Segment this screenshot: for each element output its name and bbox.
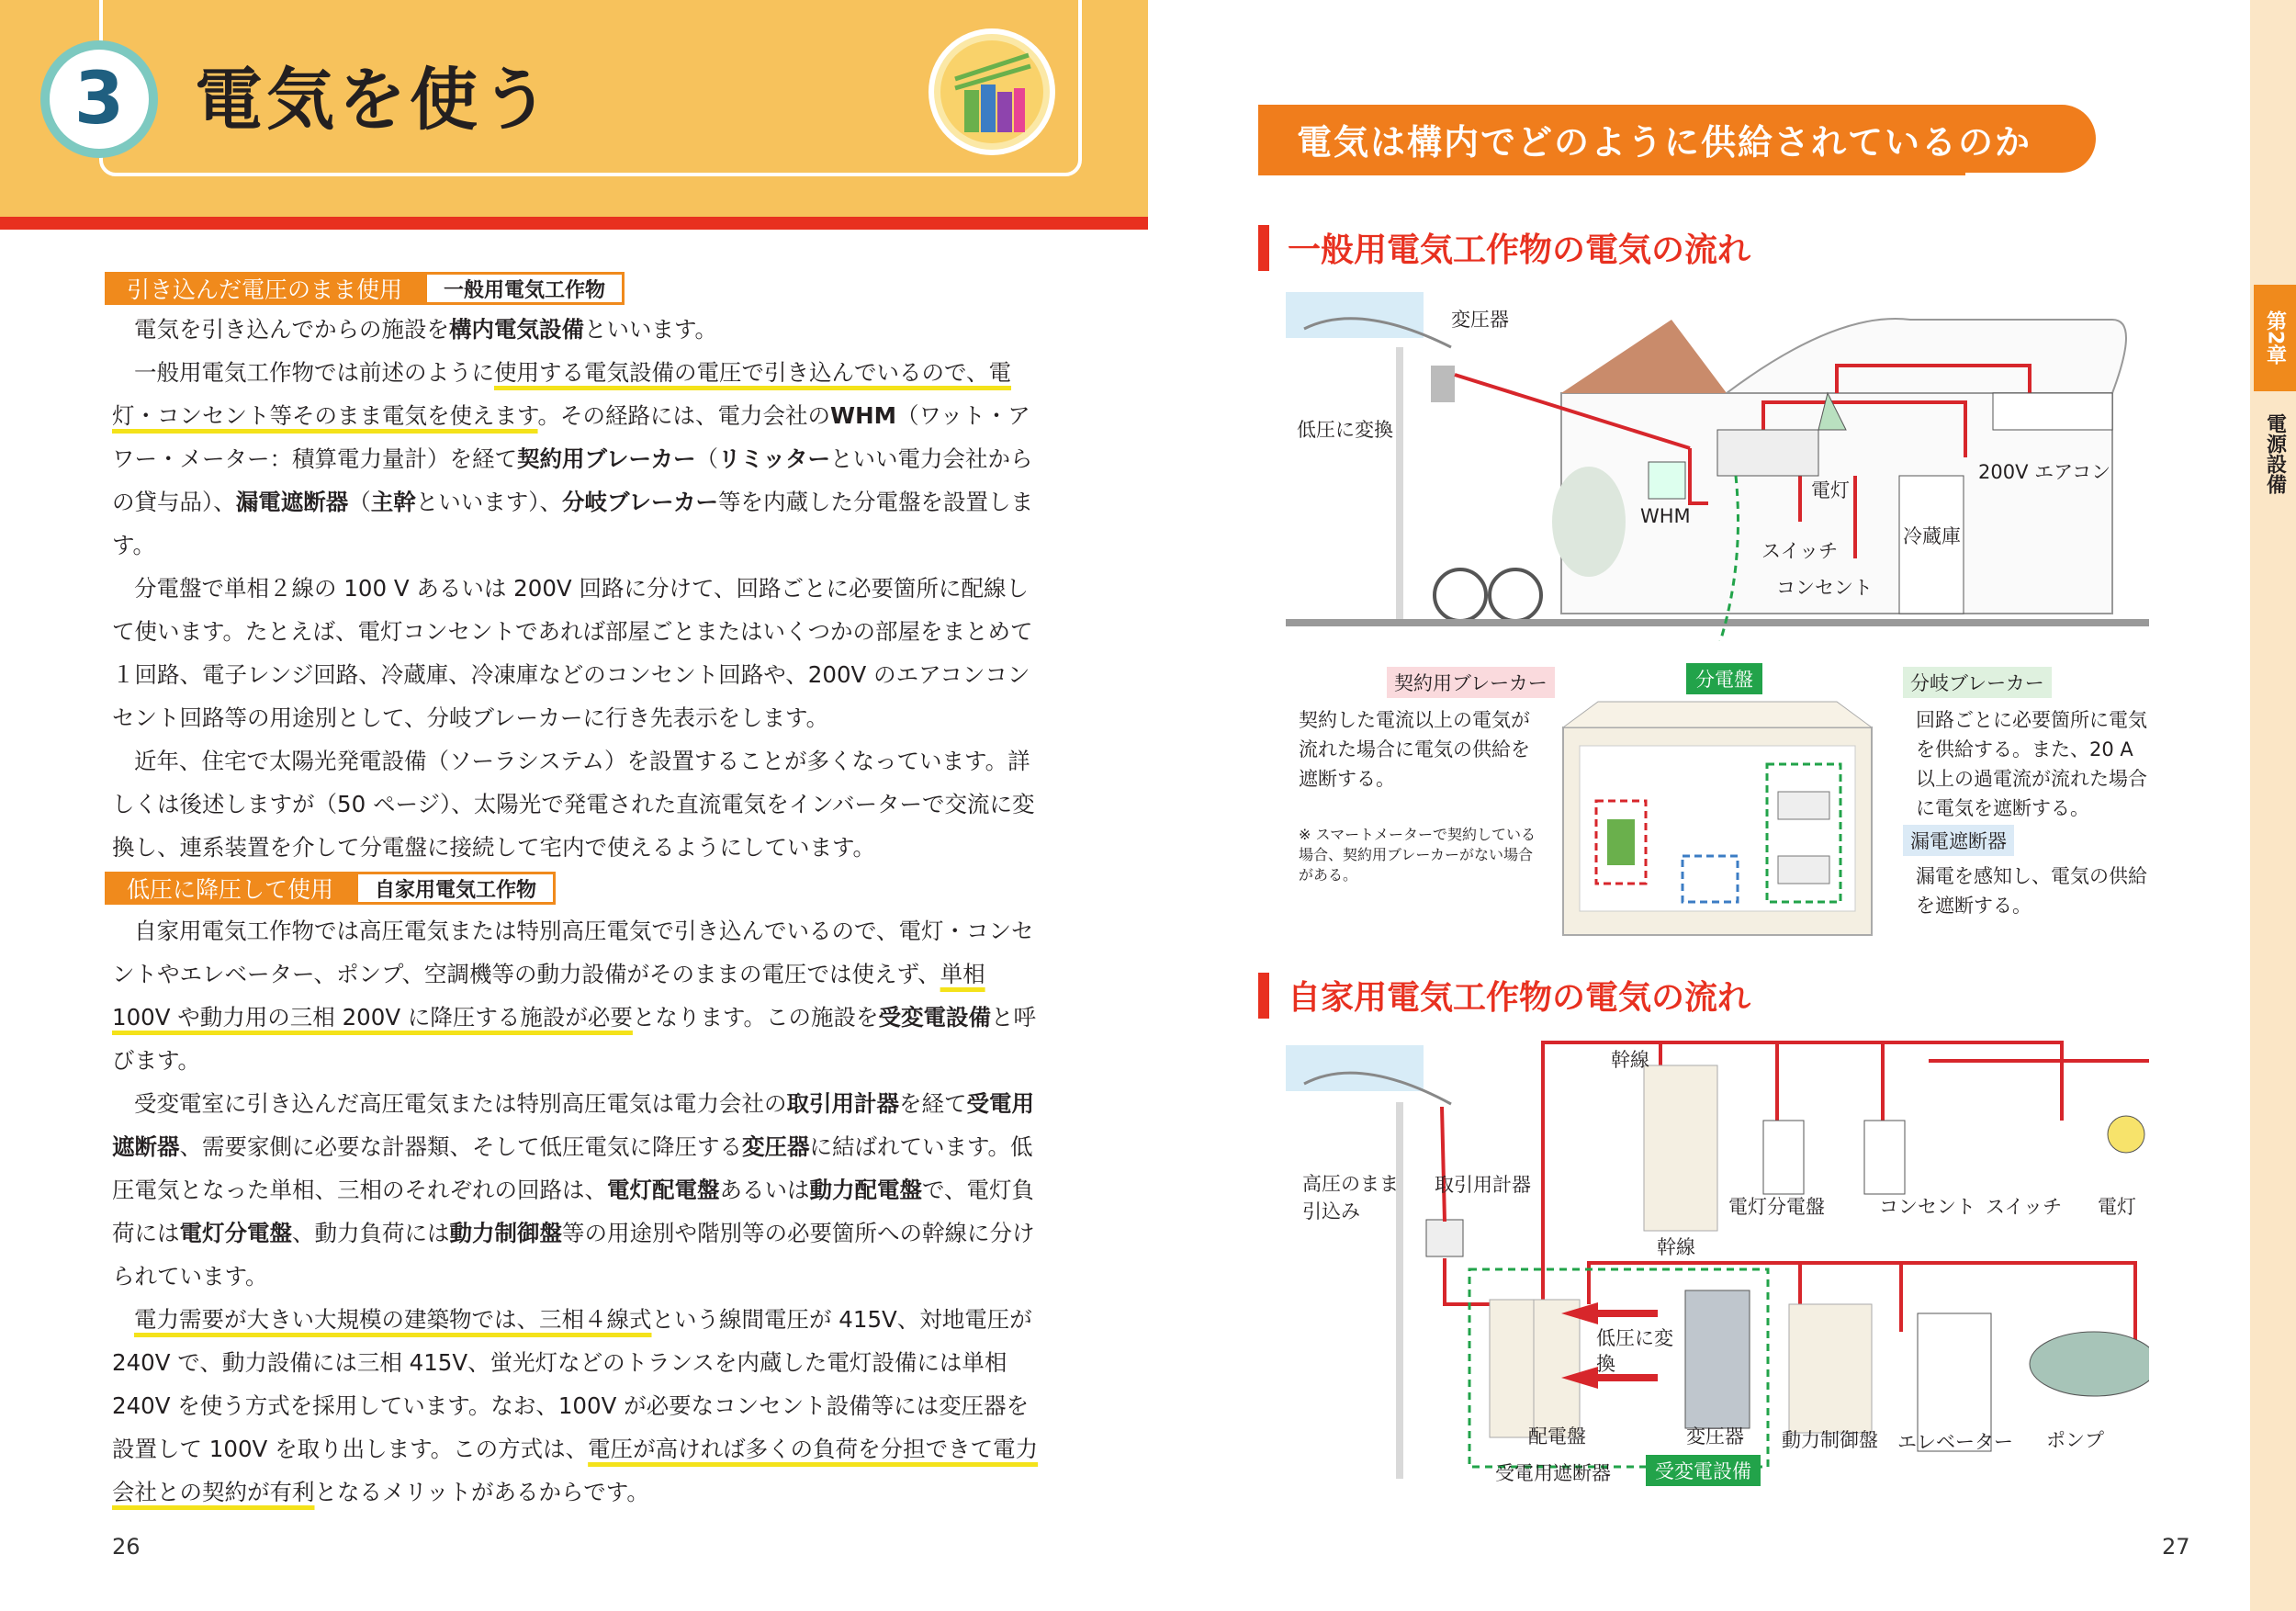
- meter-icon: [1426, 1220, 1463, 1256]
- label-switch-2: スイッチ: [1986, 1196, 2063, 1218]
- label-whm: WHM: [1640, 505, 1691, 527]
- label-outlet-2: コンセント: [1879, 1196, 1975, 1218]
- section-2-body: [112, 909, 1040, 1514]
- bicycle-icon: [1435, 569, 1486, 621]
- outlet-icon: [1763, 1121, 1804, 1194]
- section-header-2: [105, 872, 556, 905]
- side-tab-title: 電源設備: [2263, 413, 2287, 494]
- chapter-number-badge: [40, 40, 158, 158]
- distribution-board-icon: [1717, 430, 1818, 476]
- section-2-label: 低圧に降圧して使用: [105, 872, 355, 905]
- chapter-number: 3: [73, 58, 125, 141]
- paragraph: 分電盤で単相２線の 100 V あるいは 200V 回路に分けて、回路ごとに必要箇所に配線して使います。たとえば、電灯コンセントであれば部屋ごとまたはいくつかの部屋をまとめて１回路、電子レンジ回路、冷蔵庫、冷凍庫などのコンセント回路や、200V のエアコンコンセント回路等の用途別として、分岐ブレーカーに行き先表示をします。: [112, 575, 1033, 731]
- whm-meter-icon: [1649, 462, 1685, 499]
- section-1-label: 引き込んだ電圧のまま使用: [105, 272, 424, 305]
- heading-general-flow: [1258, 224, 1750, 271]
- side-tab-chapter: 第2章: [2254, 285, 2296, 391]
- label-transformer-2: 変圧器: [1686, 1425, 1744, 1448]
- label-pump: ポンプ: [2046, 1429, 2104, 1451]
- branch-breaker-description: 回路ごとに必要箇所に電気を供給する。また、20 A 以上の過電流が流れた場合に電気を遮断する。: [1916, 709, 2147, 819]
- label-high-voltage-in: 高圧のまま引込み: [1302, 1173, 1399, 1222]
- label-meter: 取引用計器: [1435, 1174, 1531, 1196]
- heading-private-flow: [1258, 972, 1750, 1019]
- section-2-tag: 自家用電気工作物: [355, 872, 556, 905]
- label-distribution-board: 分電盤: [1686, 663, 1762, 694]
- label-to-low-voltage: 低圧に変換: [1297, 419, 1393, 441]
- smart-meter-note: ※ スマートメーターで契約している場合、契約用ブレーカーがない場合がある。: [1299, 826, 1536, 884]
- house-roof: [1561, 320, 1727, 393]
- paragraph: 自家用電気工作物では高圧電気または特別高圧電気で引き込んでいるので、電灯・コンセントやエレベーター、ポンプ、空調機等の動力設備がそのままの電圧では使えず、単相100V や動力用の三相 200V に降圧する施設が必要となります。この施設を受変電設備と呼びます。: [112, 918, 1036, 1074]
- motor-control-icon: [1789, 1304, 1872, 1433]
- distribution-panel-drawing: [1561, 700, 1874, 941]
- page-number-left: 26: [112, 1534, 141, 1560]
- label-switchboard: 配電盤: [1528, 1425, 1586, 1448]
- utility-pole: [1396, 347, 1403, 623]
- leakage-breaker-description: 漏電を感知し、電気の供給を遮断する。: [1916, 865, 2147, 917]
- label-switch: スイッチ: [1761, 540, 1839, 562]
- chapter-logo-icon: [928, 28, 1056, 156]
- heading-bar: [1258, 225, 1269, 271]
- paragraph: 受変電室に引き込んだ高圧電気または特別高圧電気は電力会社の取引用計器を経て受電用遮断器、需要家側に必要な計器類、そして低圧電気に降圧する変圧器に結ばれています。低圧電気となった単相、三相のそれぞれの回路は、電灯配電盤あるいは動力配電盤で、電灯負荷には電灯分電盤、動力負荷には動力制御盤等の用途別や階別等の必要箇所への幹線に分けられています。: [112, 1090, 1035, 1290]
- label-aircon: 200V エアコン: [1978, 461, 2111, 483]
- heading-text: 自家用電気工作物の電気の流れ: [1288, 979, 1751, 1017]
- switch-icon: [1864, 1121, 1905, 1194]
- chapter-header-rule: [0, 217, 1148, 230]
- label-leakage-breaker: 漏電遮断器: [1903, 825, 2014, 856]
- label-elevator: エレベーター: [1897, 1431, 2013, 1453]
- chapter-title: 電気を使う: [195, 61, 553, 140]
- utility-pole: [1396, 1102, 1403, 1479]
- chapter-side-tab: [2250, 0, 2296, 1611]
- aircon-icon: [1993, 393, 2112, 430]
- paragraph: 一般用電気工作物では前述のように使用する電気設備の電圧で引き込んでいるので、電灯・コンセント等そのまま電気を使えます。その経路には、電力会社のWHM（ワット・アワー・メーター：積算電力量計）を経て契約用ブレーカー（リミッターといい電力会社からの貸与品）、漏電遮断器（主幹といいます）、分岐ブレーカー等を内蔵した分電盤を設置します。: [112, 359, 1034, 558]
- label-step-down: 低圧に変換: [1596, 1327, 1673, 1375]
- transformer-icon: [1431, 366, 1455, 402]
- paragraph: 近年、住宅で太陽光発電設備（ソーラシステム）を設置することが多くなっています。詳しくは後述しますが（50 ページ）、太陽光で発電された直流電気をインバーターで交流に変換し、連系装置を介して分電盤に接続して宅内で使えるようにしています。: [112, 748, 1035, 861]
- label-motor-control: 動力制御盤: [1782, 1429, 1878, 1451]
- label-outlet: コンセント: [1776, 577, 1873, 599]
- pump-icon: [2030, 1332, 2149, 1396]
- section-banner: 電気は構内でどのように供給されているのか: [1258, 105, 2096, 173]
- label-light-2: 電灯: [2098, 1196, 2136, 1218]
- lamp-icon: [2108, 1116, 2144, 1153]
- heading-text: 一般用電気工作物の電気の流れ: [1288, 231, 1751, 269]
- label-light: 電灯: [1811, 479, 1850, 501]
- lighting-board-icon: [1644, 1065, 1717, 1231]
- section-1-body: [112, 308, 1040, 869]
- label-substation: 受変電設備: [1646, 1455, 1761, 1486]
- transformer-icon: [1685, 1290, 1750, 1428]
- banner-underline: [1258, 173, 1965, 175]
- section-header-1: [105, 272, 625, 305]
- label-contract-breaker: 契約用ブレーカー: [1387, 667, 1555, 698]
- label-branch-breaker: 分岐ブレーカー: [1903, 667, 2052, 698]
- label-trunk-1: 幹線: [1611, 1049, 1649, 1071]
- paragraph: 電気を引き込んでからの施設を構内電気設備といいます。: [134, 316, 718, 343]
- label-trunk-2: 幹線: [1657, 1236, 1695, 1258]
- label-lighting-board: 電灯分電盤: [1728, 1196, 1825, 1218]
- contract-breaker-description: 契約した電流以上の電気が流れた場合に電気の供給を遮断する。: [1299, 709, 1530, 790]
- label-fridge: 冷蔵庫: [1903, 525, 1961, 547]
- label-transformer: 変圧器: [1451, 309, 1509, 331]
- section-1-tag: 一般用電気工作物: [424, 272, 625, 305]
- page-number-right: 27: [2162, 1534, 2190, 1560]
- label-receiving-breaker: 受電用遮断器: [1495, 1462, 1611, 1484]
- heading-bar: [1258, 973, 1269, 1019]
- paragraph: 電力需要が大きい大規模の建築物では、三相４線式という線間電圧が 415V、対地電圧が 240V で、動力設備には三相 415V、蛍光灯などのトランスを内蔵した電灯設備には単相 240V を使う方式を採用しています。なお、100V が必要なコンセント設備等には変圧器を設置して 100V を取り出します。この方式は、電圧が高ければ多くの負荷を分担できて電力会社との契約が有利となるメリットがあるからです。: [112, 1306, 1039, 1505]
